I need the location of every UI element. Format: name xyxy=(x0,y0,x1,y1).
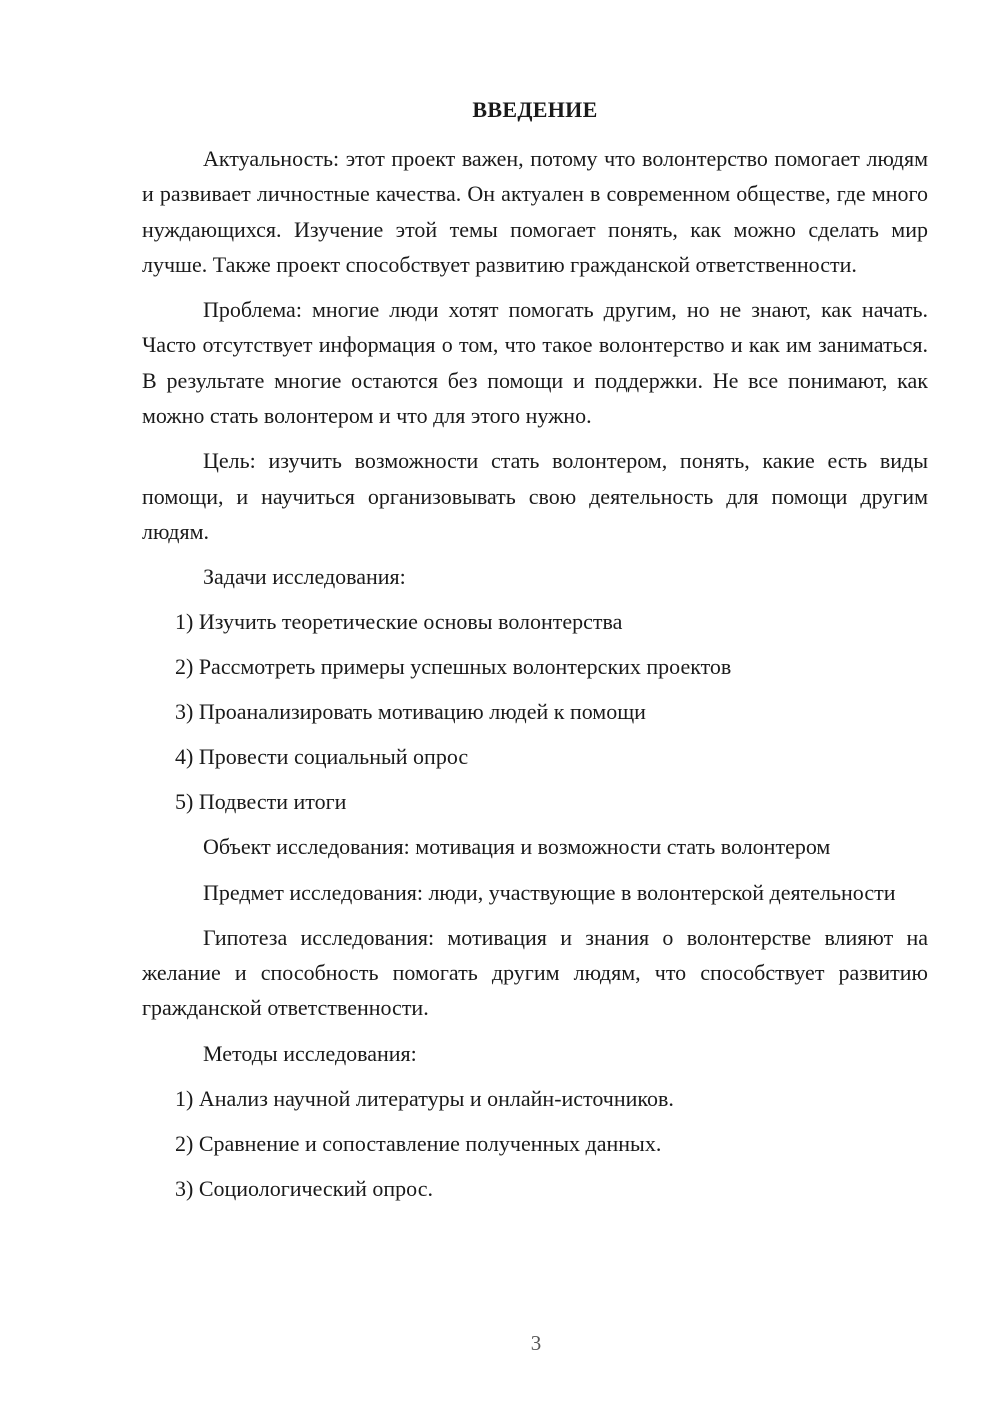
task-item: 1) Изучить теоретические основы волонтерства xyxy=(175,609,623,635)
task-item: 4) Провести социальный опрос xyxy=(175,744,469,770)
tasks-heading: Задачи исследования: xyxy=(203,564,406,590)
document-title: ВВЕДЕНИЕ xyxy=(472,97,598,122)
task-item: 5) Подвести итоги xyxy=(175,789,347,815)
methods-heading: Методы исследования: xyxy=(203,1040,417,1066)
goal-paragraph: Цель: изучить возможности стать волонтером, понять, какие есть виды помощи, и научиться организовывать свою деятельность для помощи другим людям. xyxy=(142,448,928,544)
tasks-list xyxy=(142,604,928,819)
method-item: 1) Анализ научной литературы и онлайн-источников. xyxy=(175,1085,674,1111)
document-page xyxy=(142,92,928,1216)
methods-list xyxy=(142,1081,928,1206)
problem-paragraph: Проблема: многие люди хотят помогать другим, но не знают, как начать. Часто отсутствует информация о том, что такое волонтерство и как им заниматься. В результате многие остаются без помощи и поддержки. Не все понимают, как можно стать волонтером и что для этого нужно. xyxy=(142,297,928,429)
method-item: 3) Социологический опрос. xyxy=(175,1175,433,1201)
hypothesis-paragraph: Гипотеза исследования: мотивация и знания о волонтерстве влияют на желание и способность помогать другим людям, что способствует развитию гражданской ответственности. xyxy=(142,924,928,1021)
page-number: 3 xyxy=(530,1331,542,1355)
object-paragraph: Объект исследования: мотивация и возможности стать волонтером xyxy=(203,834,831,860)
task-item: 2) Рассмотреть примеры успешных волонтерских проектов xyxy=(175,654,732,680)
subject-paragraph: Предмет исследования: люди, участвующие в волонтерской деятельности xyxy=(203,879,896,905)
task-item: 3) Проанализировать мотивацию людей к помощи xyxy=(175,699,646,725)
relevance-paragraph: Актуальность: этот проект важен, потому что волонтерство помогает людям и развивает личностные качества. Он актуален в современном обществе, где много нуждающихся. Изучение этой темы помогает понять, как можно сделать мир лучше. Также проект способствует развитию гражданской ответственности. xyxy=(142,146,928,277)
method-item: 2) Сравнение и сопоставление полученных данных. xyxy=(175,1130,662,1156)
